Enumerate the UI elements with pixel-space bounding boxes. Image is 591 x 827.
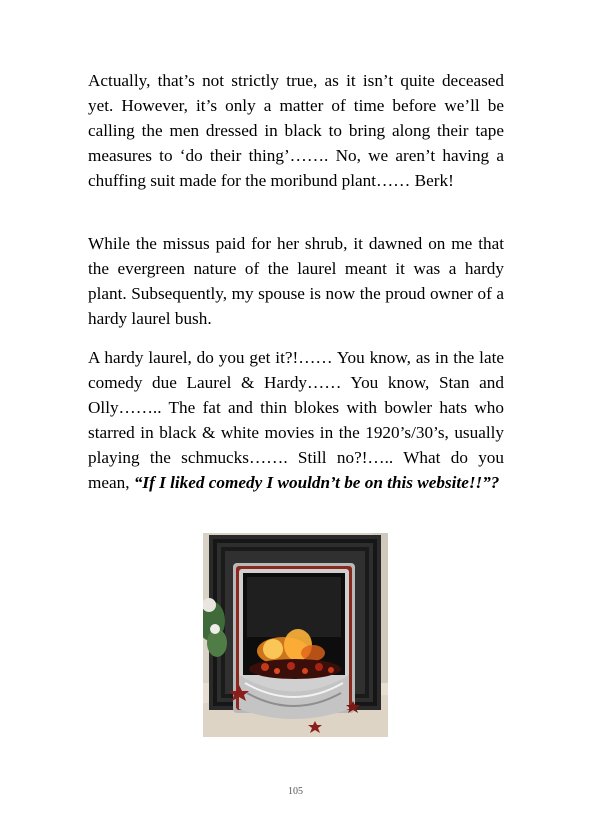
paragraph-3-emphasis-quote: “If I liked comedy I wouldn’t be on this website!!”? — [133, 473, 500, 492]
fireplace-photo — [203, 533, 388, 737]
paragraph-1-text: Actually, that’s not strictly true, as it isn’t quite deceased yet. However, it’s only a matter of time before we’ll be calling the men dressed in black to bring along their tape measures to ‘do their thing’……. No, we aren’t having a chuffing suit made for the moribund plant…… Berk! — [88, 71, 504, 190]
paragraph-2 — [88, 231, 504, 331]
page-number: 105 — [288, 786, 303, 797]
paragraph-3-text — [88, 345, 504, 495]
paragraph-2-text: While the missus paid for her shrub, it dawned on me that the evergreen nature of the laurel meant it was a hardy plant. Subsequently, my spouse is now the proud owner of a hardy laurel bush. — [88, 234, 504, 328]
paragraph-1 — [88, 68, 504, 193]
paragraph-3-plain: A hardy laurel, do you get it?!…… You know, as in the late comedy due Laurel & Hardy…… You know, Stan and Olly…….. The fat and thin blokes with bowler hats who starred in black & white movies in the 1920’s/30’s, usually playing the schmucks……. Still no?!….. What do you mean, — [88, 348, 504, 492]
paragraph-3 — [88, 345, 504, 495]
fireplace-illustration — [203, 533, 388, 737]
